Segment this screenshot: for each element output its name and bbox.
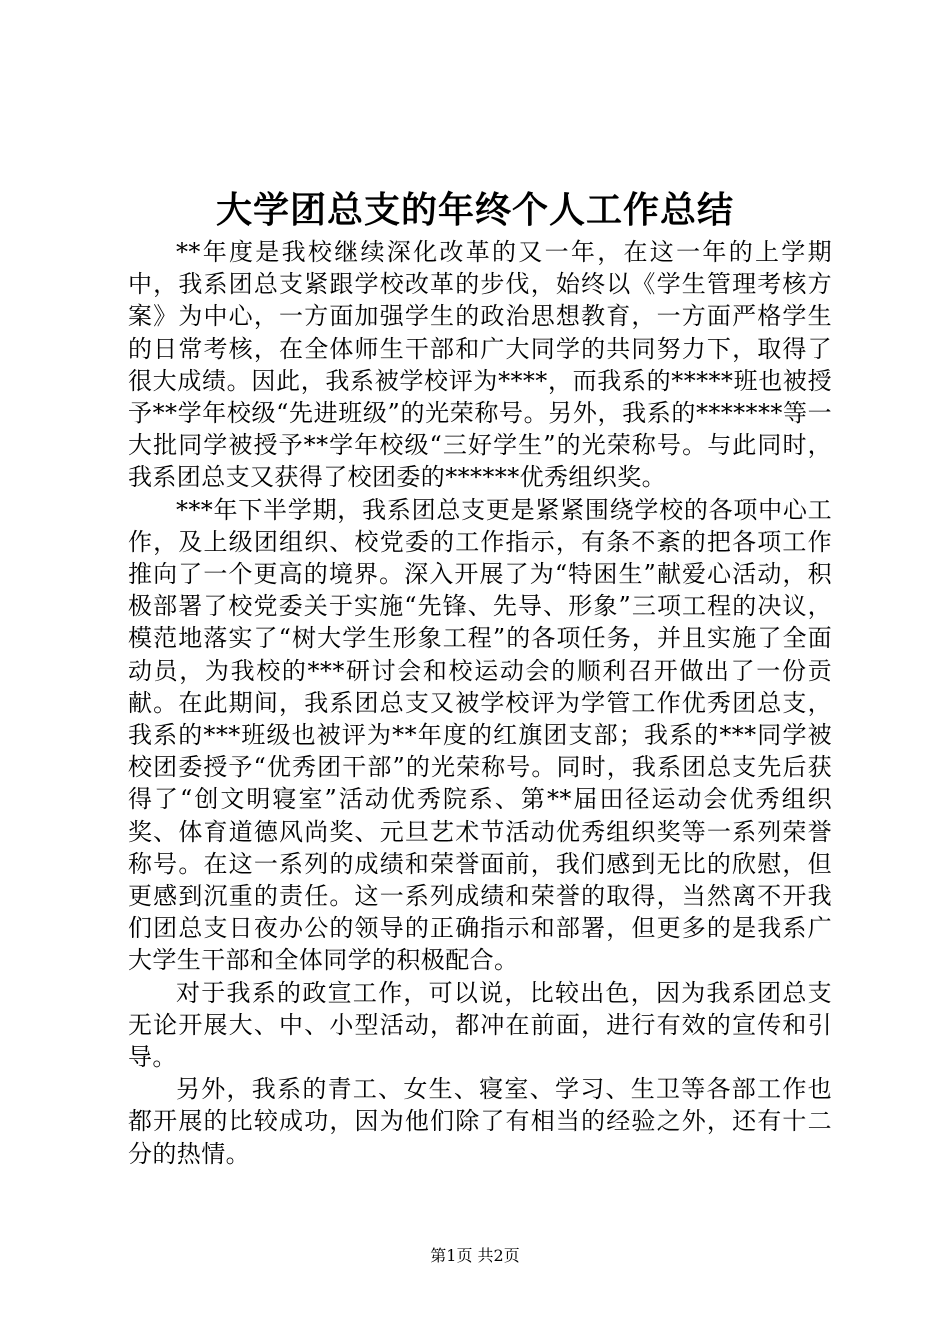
document-body bbox=[128, 236, 832, 1170]
paragraph-4: 另外，我系的青工、女生、寝室、学习、生卫等各部工作也都开展的比较成功，因为他们除了有相当的经验之外，还有十二分的热情。 bbox=[128, 1075, 832, 1168]
paragraph-3: 对于我系的政宣工作，可以说，比较出色，因为我系团总支无论开展大、中、小型活动，都冲在前面，进行有效的宣传和引导。 bbox=[128, 978, 832, 1072]
document-title: 大学团总支的年终个人工作总结 bbox=[215, 190, 734, 231]
page-number-footer: 第1页 共2页 bbox=[430, 1246, 520, 1265]
paragraph-1: **年度是我校继续深化改革的又一年，在这一年的上学期中，我系团总支紧跟学校改革的步伐，始终以《学生管理考核方案》为中心，一方面加强学生的政治思想教育，一方面严格学生的日常考核，在全体师生干部和广大同学的共同努力下，取得了很大成绩。因此，我系被学校评为****，而我系的*****班也被授予**学年校级“先进班级”的光荣称号。另外，我系的*******等一大批同学被授予**学年校级“三好学生”的光荣称号。与此同时，我系团总支又获得了校团委的******优秀组织奖。 bbox=[128, 238, 832, 492]
paragraph-2: ***年下半学期，我系团总支更是紧紧围绕学校的各项中心工作，及上级团组织、校党委的工作指示，有条不紊的把各项工作推向了一个更高的境界。深入开展了为“特困生”献爱心活动，积极部署了校党委关于实施“先锋、先导、形象”三项工程的决议，模范地落实了“树大学生形象工程”的各项任务，并且实施了全面动员，为我校的***研讨会和校运动会的顺利召开做出了一份贡献。在此期间，我系团总支又被学校评为学管工作优秀团总支，我系的***班级也被评为**年度的红旗团支部；我系的***同学被校团委授予“优秀团干部”的光荣称号。同时，我系团总支先后获得了“创文明寝室”活动优秀院系、第**届田径运动会优秀组织奖、体育道德风尚奖、元旦艺术节活动优秀组织奖等一系列荣誉称号。在这一系列的成绩和荣誉面前，我们感到无比的欣慰，但更感到沉重的责任。这一系列成绩和荣誉的取得，当然离不开我们团总支日夜办公的领导的正确指示和部署，但更多的是我系广大学生干部和全体同学的积极配合。 bbox=[128, 495, 832, 975]
